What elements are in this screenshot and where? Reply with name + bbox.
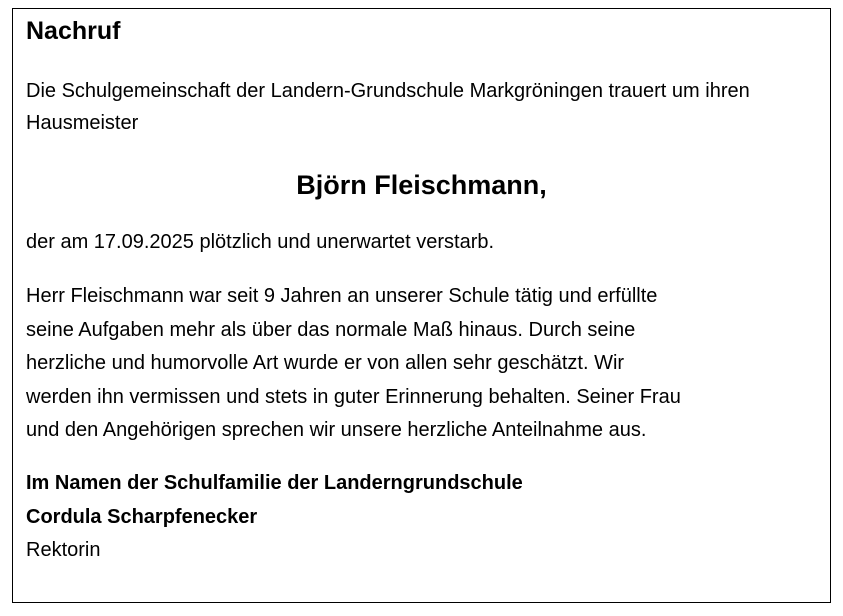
body-line: und den Angehörigen sprechen wir unsere herzliche Anteilnahme aus. xyxy=(26,419,647,442)
body-line: herzliche und humorvolle Art wurde er von allen sehr geschätzt. Wir xyxy=(26,352,625,375)
death-notice-line: der am 17.09.2025 plötzlich und unerwartet verstarb. xyxy=(26,231,495,253)
signatory-role: Rektorin xyxy=(26,539,101,561)
body-line: seine Aufgaben mehr als über das normale Maß hinaus. Durch seine xyxy=(26,318,636,341)
deceased-name: Björn Fleischmann, xyxy=(296,170,547,200)
body-line: Herr Fleischmann war seit 9 Jahren an unserer Schule tätig und erfüllte xyxy=(26,285,658,307)
intro-text: Die Schulgemeinschaft der Landern-Grundschule Markgröningen trauert um ihren Hausmeister xyxy=(26,80,750,134)
signature-on-behalf: Im Namen der Schulfamilie der Landerngrundschule xyxy=(26,472,523,494)
obituary-body xyxy=(26,280,826,448)
signature-block xyxy=(26,467,523,568)
body-line: werden ihn vermissen und stets in guter Erinnerung behalten. Seiner Frau xyxy=(26,385,681,408)
signatory-name: Cordula Scharpfenecker xyxy=(26,505,258,528)
obituary-heading: Nachruf xyxy=(26,17,121,45)
